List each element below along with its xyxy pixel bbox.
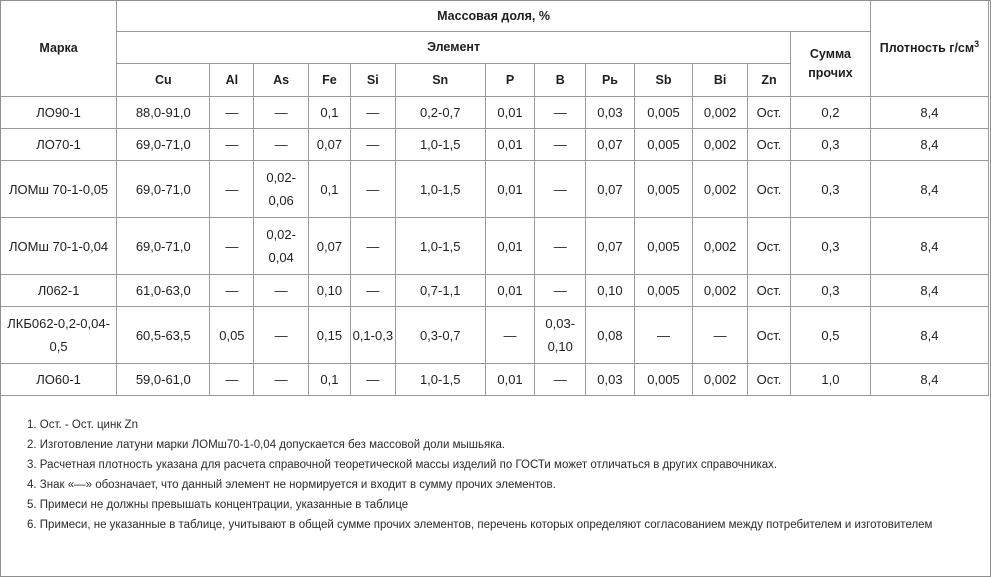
- element-column-header: Cu: [117, 64, 210, 97]
- element-column-header: B: [535, 64, 586, 97]
- element-value-cell: 0,07: [586, 129, 635, 161]
- element-value-cell: 0,005: [634, 97, 693, 129]
- element-value-cell: 0,02-0,04: [254, 218, 309, 275]
- element-value-cell: 0,002: [693, 275, 748, 307]
- sum-other-cell: 0,3: [790, 275, 870, 307]
- element-column-header: Al: [210, 64, 254, 97]
- element-value-cell: —: [535, 129, 586, 161]
- element-value-cell: 69,0-71,0: [117, 129, 210, 161]
- sum-other-cell: 0,2: [790, 97, 870, 129]
- element-value-cell: 0,005: [634, 218, 693, 275]
- element-value-cell: 0,08: [586, 307, 635, 364]
- density-cell: 8,4: [870, 218, 988, 275]
- table-row: [1, 307, 989, 364]
- table-row: [1, 129, 989, 161]
- element-header: Элемент: [117, 32, 791, 64]
- element-value-cell: —: [254, 364, 309, 396]
- element-value-cell: 69,0-71,0: [117, 218, 210, 275]
- element-value-cell: —: [254, 275, 309, 307]
- element-value-cell: —: [535, 364, 586, 396]
- footnote-item: 3. Расчетная плотность указана для расчета справочной теоретической массы изделий по ГОСТи может отличаться в других справочниках.: [27, 459, 778, 471]
- sum-other-cell: 0,3: [790, 161, 870, 218]
- element-value-cell: —: [210, 275, 254, 307]
- element-value-cell: —: [535, 275, 586, 307]
- element-value-cell: —: [350, 218, 395, 275]
- sum-other-header: Сумма прочих: [790, 32, 870, 97]
- table-row: [1, 364, 989, 396]
- footnote-item: 6. Примеси, не указанные в таблице, учитывают в общей сумме прочих элементов, перечень которых определяют согласованием между потребителем и изготовителем: [27, 519, 933, 531]
- element-value-cell: 0,03-0,10: [535, 307, 586, 364]
- element-column-header: Fe: [308, 64, 350, 97]
- element-value-cell: 61,0-63,0: [117, 275, 210, 307]
- element-value-cell: —: [210, 364, 254, 396]
- table-row: [1, 97, 989, 129]
- alloy-mark-cell: Л062-1: [1, 275, 117, 307]
- element-value-cell: Ост.: [748, 129, 791, 161]
- element-value-cell: 0,01: [485, 218, 535, 275]
- element-value-cell: 0,2-0,7: [395, 97, 485, 129]
- element-value-cell: 1,0-1,5: [395, 129, 485, 161]
- element-value-cell: 0,07: [308, 129, 350, 161]
- element-value-cell: 88,0-91,0: [117, 97, 210, 129]
- footnote-item: 5. Примеси не должны превышать концентрации, указанные в таблице: [27, 499, 409, 511]
- element-value-cell: 1,0-1,5: [395, 364, 485, 396]
- density-cell: 8,4: [870, 129, 988, 161]
- element-column-header: P: [485, 64, 535, 97]
- element-value-cell: 0,1: [308, 97, 350, 129]
- element-value-cell: —: [535, 218, 586, 275]
- density-cell: 8,4: [870, 97, 988, 129]
- element-value-cell: 0,1: [308, 161, 350, 218]
- element-value-cell: —: [254, 97, 309, 129]
- sum-other-cell: 0,3: [790, 129, 870, 161]
- element-value-cell: Ост.: [748, 364, 791, 396]
- element-value-cell: 0,002: [693, 364, 748, 396]
- density-cell: 8,4: [870, 364, 988, 396]
- element-value-cell: 0,005: [634, 275, 693, 307]
- element-value-cell: 0,002: [693, 129, 748, 161]
- element-value-cell: 0,10: [308, 275, 350, 307]
- element-value-cell: Ост.: [748, 275, 791, 307]
- mass-fraction-header: Массовая доля, %: [117, 1, 871, 32]
- element-column-header: As: [254, 64, 309, 97]
- element-value-cell: 0,01: [485, 97, 535, 129]
- element-value-cell: —: [350, 129, 395, 161]
- table-row: [1, 275, 989, 307]
- element-value-cell: 0,01: [485, 129, 535, 161]
- element-value-cell: 0,002: [693, 97, 748, 129]
- element-value-cell: 0,005: [634, 161, 693, 218]
- element-value-cell: Ост.: [748, 161, 791, 218]
- element-value-cell: 0,01: [485, 275, 535, 307]
- element-value-cell: Ост.: [748, 218, 791, 275]
- element-column-header: Si: [350, 64, 395, 97]
- sum-other-cell: 0,3: [790, 218, 870, 275]
- element-column-header: Pь: [586, 64, 635, 97]
- footnote-item: 1. Ост. - Ост. цинк Zn: [27, 419, 138, 431]
- table-row: [1, 218, 989, 275]
- element-value-cell: —: [350, 97, 395, 129]
- alloy-mark-cell: ЛОМш 70-1-0,04: [1, 218, 117, 275]
- element-value-cell: 0,1-0,3: [350, 307, 395, 364]
- element-value-cell: 0,05: [210, 307, 254, 364]
- element-value-cell: —: [350, 275, 395, 307]
- element-value-cell: —: [210, 129, 254, 161]
- alloy-mark-cell: ЛО60-1: [1, 364, 117, 396]
- element-value-cell: 0,01: [485, 161, 535, 218]
- footnotes: [27, 415, 967, 535]
- element-column-header: Bi: [693, 64, 748, 97]
- sum-other-cell: 0,5: [790, 307, 870, 364]
- element-value-cell: 0,02-0,06: [254, 161, 309, 218]
- element-value-cell: 0,07: [308, 218, 350, 275]
- element-value-cell: 0,01: [485, 364, 535, 396]
- element-value-cell: —: [210, 218, 254, 275]
- element-value-cell: 0,1: [308, 364, 350, 396]
- element-value-cell: 0,07: [586, 218, 635, 275]
- element-column-header: Sb: [634, 64, 693, 97]
- element-value-cell: 0,002: [693, 161, 748, 218]
- element-value-cell: 0,7-1,1: [395, 275, 485, 307]
- element-value-cell: 0,005: [634, 129, 693, 161]
- element-value-cell: 0,10: [586, 275, 635, 307]
- element-value-cell: —: [210, 97, 254, 129]
- element-value-cell: —: [254, 307, 309, 364]
- sum-other-cell: 1,0: [790, 364, 870, 396]
- element-column-header: Zn: [748, 64, 791, 97]
- alloy-mark-cell: ЛОМш 70-1-0,05: [1, 161, 117, 218]
- alloy-mark-cell: ЛКБ062-0,2-0,04-0,5: [1, 307, 117, 364]
- density-header: Плотность $г/см^3$: [870, 1, 988, 97]
- alloy-mark-cell: ЛО90-1: [1, 97, 117, 129]
- element-value-cell: —: [535, 161, 586, 218]
- density-cell: 8,4: [870, 275, 988, 307]
- element-value-cell: 0,07: [586, 161, 635, 218]
- element-value-cell: 0,15: [308, 307, 350, 364]
- element-value-cell: —: [634, 307, 693, 364]
- element-value-cell: —: [210, 161, 254, 218]
- element-value-cell: 1,0-1,5: [395, 161, 485, 218]
- alloy-mark-cell: ЛО70-1: [1, 129, 117, 161]
- element-value-cell: 1,0-1,5: [395, 218, 485, 275]
- element-value-cell: —: [485, 307, 535, 364]
- element-column-header: Sn: [395, 64, 485, 97]
- element-value-cell: 0,005: [634, 364, 693, 396]
- element-value-cell: 0,3-0,7: [395, 307, 485, 364]
- element-value-cell: 0,03: [586, 97, 635, 129]
- element-value-cell: 69,0-71,0: [117, 161, 210, 218]
- element-value-cell: 59,0-61,0: [117, 364, 210, 396]
- element-value-cell: 60,5-63,5: [117, 307, 210, 364]
- footnote-item: 2. Изготовление латуни марки ЛОМш70-1-0,04 допускается без массовой доли мышьяка.: [27, 439, 506, 451]
- element-value-cell: —: [535, 97, 586, 129]
- element-value-cell: Ост.: [748, 307, 791, 364]
- table-row: [1, 161, 989, 218]
- element-value-cell: Ост.: [748, 97, 791, 129]
- density-cell: 8,4: [870, 161, 988, 218]
- element-value-cell: —: [350, 364, 395, 396]
- footnote-item: 4. Знак «—» обозначает, что данный элемент не нормируется и входит в сумму прочих элементов.: [27, 479, 556, 491]
- element-value-cell: —: [693, 307, 748, 364]
- element-value-cell: —: [254, 129, 309, 161]
- mark-header: Марка: [1, 1, 117, 97]
- element-value-cell: 0,03: [586, 364, 635, 396]
- element-value-cell: 0,002: [693, 218, 748, 275]
- element-value-cell: —: [350, 161, 395, 218]
- density-cell: 8,4: [870, 307, 988, 364]
